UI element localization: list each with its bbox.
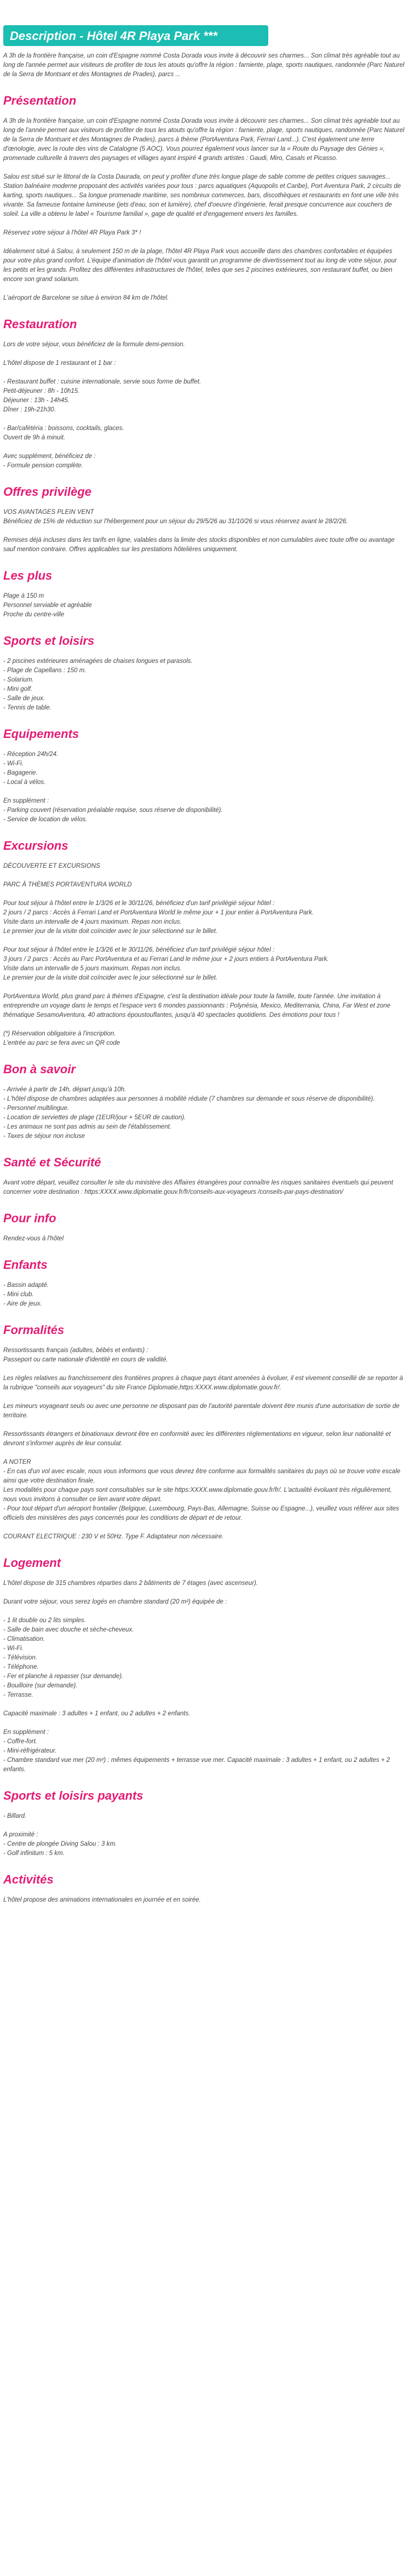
- section-title-les-plus: Les plus: [3, 569, 53, 582]
- section-paragraph: Les règles relatives au franchissement des frontières propres à chaque pays étant amenées à évoluer, il est vivement conseillé de se reporter à la rubrique "conseils aux voyageurs" du site France Diplomatie,https:XXXX.www.diplomatie.gouv.fr/.: [3, 1375, 404, 1391]
- section-paragraph: A NOTER - En cas d'un vol avec escale, nous vous informons que vous devrez être conforme aux formalités sanitaires du pays où se trouve votre escale ainsi que votre destination finale. Les modalités pour chaque pays sont consultables sur le site https:XXXX.www.diplomatie.gouv.fr/fr/. L'actualité évoluant très régulièrement, nous vous invitons à consulter ce lien avant votre départ. - Pour tout départ d'un aéroport frontalier (Belgique, Luxembourg, Pays-Bas, Allemagne, Suisse ou Espagne...), veuillez vous référer aux sites officiels des ministères des pays concernés pour les conditions de départ et de retour.: [3, 1459, 401, 1521]
- section-paragraph: L'hôtel propose des animations internationales en journée et en soirée.: [3, 1897, 201, 1903]
- section-title-activites: Activités: [3, 1873, 54, 1886]
- section-paragraph: Rendez-vous à l'hôtel: [3, 1235, 64, 1242]
- section-paragraph: Ressortissants étrangers et binationaux devront être en conformité avec les différentes réglementations en vigueur, selon leur nationalité et devront s'informer auprès de leur consulat.: [3, 1431, 391, 1447]
- section-paragraph: L'hôtel dispose de 315 chambres réparties dans 2 bâtiments de 7 étages (avec ascenseur).: [3, 1580, 258, 1587]
- section-paragraph: Réservez votre séjour à l'hôtel 4R Playa Park 3* !: [3, 230, 141, 236]
- section-paragraph: COURANT ELECTRIQUE : 230 V et 50Hz. Type F. Adaptateur non nécessaire.: [3, 1533, 224, 1540]
- section-paragraph: Avant votre départ, veuillez consulter le site du ministère des Affaires étrangères pour connaître les risques sanitaires éventuels qui peuvent concerner votre destination : https:XXXX.www.diplomatie.gouv.fr/fr/conseils-aux-voyageurs /conseils-par-pays-destination/: [3, 1180, 394, 1195]
- section-paragraph: - 1 lit double ou 2 lits simples. - Salle de bain avec douche et sèche-cheveux. - Climatisation. - Wi-Fi. - Télévision. - Téléphone. - Fer et planche à repasser (sur demande). - Bouilloire (sur demande). - Terrasse.: [3, 1617, 134, 1698]
- section-title-restauration: Restauration: [3, 317, 77, 331]
- section-paragraph: En supplément : - Parking couvert (réservation préalable requise, sous réserve de disponibilité). - Service de location de vélos.: [3, 798, 223, 823]
- section-paragraph: PARC À THÈMES PORTAVENTURA WORLD: [3, 881, 132, 888]
- description-content: [0, 51, 415, 1905]
- section-paragraph: Pour tout séjour à l'hôtel entre le 1/3/26 et le 30/11/26, bénéficiez d'un tarif privilégié séjour hôtel : 2 jours / 2 parcs : Accès à Ferrari Land et PortAventura World le même jour + 1 jour entier à PortAventura Park. Visite dans un intervalle de 4 jours maximum. Repas non inclus. Le premier jour de la visite doit coïncider avec le jour sélectionné sur le billet.: [3, 900, 314, 935]
- section-paragraph: Capacité maximale : 3 adultes + 1 enfant, ou 2 adultes + 2 enfants.: [3, 1710, 191, 1717]
- section-paragraph: L'hôtel dispose de 1 restaurant et 1 bar :: [3, 360, 116, 367]
- section-paragraph: - Arrivée à partir de 14h, départ jusqu'à 10h. - L'hôtel dispose de chambres adaptées aux personnes à mobilité réduite (7 chambres sur demande et sous réserve de disponibilité). - Personnel multilingue. - Location de serviettes de plage (1EUR/jour + 5EUR de caution). - Les animaux ne sont pas admis au sein de l'établissement. - Taxes de séjour non incluse: [3, 1086, 375, 1140]
- section-paragraph: - Bassin adapté. - Mini club. - Aire de jeux.: [3, 1282, 49, 1307]
- section-paragraph: Pour tout séjour à l'hôtel entre le 1/3/26 et le 30/11/26, bénéficiez d'un tarif privilégié séjour hôtel : 3 jours / 2 parcs : Accès au Parc PortAventura et au Ferrari Land le même jour + 2 jours entiers à PortAventura Park. Visite dans un intervalle de 5 jours maximum. Repas non inclus. Le premier jour de la visite doit coïncider avec le jour sélectionné sur le billet.: [3, 947, 329, 981]
- section-paragraph: En supplément : - Coffre-fort. - Mini-réfrigérateur. - Chambre standard vue mer (20 m²) : mêmes équipements + terrasse vue mer. Capacité maximale : 3 adultes + 1 enfant, ou 2 adultes + 2 enfants.: [3, 1729, 390, 1773]
- section-paragraph: - Réception 24h/24. - Wi-Fi. - Bagagerie. - Local à vélos.: [3, 751, 59, 786]
- section-paragraph: - 2 piscines extérieures aménagées de chaises longues et parasols. - Plage de Capellans : 150 m. - Solarium. - Mini golf. - Salle de jeux. - Tennis de table.: [3, 658, 193, 711]
- section-paragraph: Remises déjà incluses dans les tarifs en ligne, valables dans la limite des stocks disponibles et non cumulables avec toute offre ou avantage sauf mention contraire. Offres applicables sur les prestations hôtelières uniquement.: [3, 537, 395, 553]
- page-header: [3, 25, 268, 46]
- section-paragraph: Ressortissants français (adultes, bébés et enfants) : Passeport ou carte nationale d'identité en cours de validité.: [3, 1347, 168, 1363]
- section-paragraph: DÉCOUVERTE ET EXCURSIONS: [3, 863, 100, 869]
- section-paragraph: PortAventura World, plus grand parc à thèmes d'Espagne, c'est la destination idéale pour toute la famille, toute l'année. Une invitation à entreprendre un voyage dans le temps et l'espace vers 6 mondes passionnants : Polynésia, Mexico, Mediterrania, China, Far West et zone thématique SesamoAventura, 40 attractions époustouflantes, jusqu'à 40 spectacles quotidiens. Des émotions pour tous !: [3, 993, 391, 1018]
- intro-paragraph: A 3h de la frontière française, un coin d'Espagne nommé Costa Dorada vous invite à découvrir ses charmes... Son climat très agréable tout au long de l'année permet aux visiteurs de profiter de tous les atouts qu'offre la région : farniente, plage, sports nautiques, randonnée (Parc Naturel de la Serra de Montsant et des Montagnes de Prades), parcs ...: [3, 53, 405, 78]
- section-paragraph: VOS AVANTAGES PLEIN VENT Bénéficiez de 15% de réduction sur l'hébergement pour un séjour du 29/5/26 au 31/10/26 si vous réservez avant le 28/2/26.: [3, 509, 348, 525]
- section-paragraph: (*) Réservation obligatoire à l'inscription. L'entrée au parc se fera avec un QR code: [3, 1031, 120, 1046]
- section-paragraph: Plage à 150 m Personnel serviable et agréable Proche du centre-ville: [3, 593, 92, 618]
- section-paragraph: L'aéroport de Barcelone se situe à environ 84 km de l'hôtel.: [3, 295, 169, 301]
- section-title-sante-et-securite: Santé et Sécurité: [3, 1155, 101, 1169]
- section-title-pour-info: Pour info: [3, 1211, 56, 1225]
- section-paragraph: Idéalement situé à Salou, à seulement 150 m de la plage, l'hôtel 4R Playa Park vous accueille dans des chambres confortables et équipées pour votre plus grand confort. L'équipe d'animation de l'hôtel vous garantit un programme de divertissement tout au long de votre séjour, pour les petits et les grands. Profitez des différentes infrastructures de l'hôtel, telles que ses 2 piscines extérieures, son restaurant buffet, ou bien encore son grand solarium.: [3, 248, 397, 283]
- section-paragraph: - Restaurant buffet : cuisine internationale, servie sous forme de buffet. Petit-déjeuner : 8h - 10h15. Déjeuner : 13h - 14h45. Dîner : 19h-21h30.: [3, 379, 201, 413]
- section-title-sports-et-loisirs-payants: Sports et loisirs payants: [3, 1789, 143, 1802]
- section-paragraph: Avec supplément, bénéficiez de : - Formule pension complète.: [3, 453, 96, 469]
- section-paragraph: - Bar/cafétéria : boissons, cocktails, glaces. Ouvert de 9h à minuit.: [3, 425, 124, 441]
- section-title-presentation: Présentation: [3, 94, 77, 107]
- section-paragraph: A 3h de la frontière française, un coin d'Espagne nommé Costa Dorada vous invite à découvrir ses charmes... Son climat très agréable tout au long de l'année permet aux visiteurs de profiter de tous les atouts qu'offre la région : farniente, plage, sports nautiques, randonnée (Parc Naturel de la Serra de Montsant et des Montagnes de Prades), parcs à thème (PortAventura Park, Ferrari Land...). C'est également une terre d'œnologie, avec la route des vins de Catalogne (5 AOC). Vous pourrez également vous lancer sur la « Route du Paysage des Génies », promenade culturelle à travers des paysages et villages ayant inspiré 4 grands artistes : Gaudi, Miro, Casals et Picasso.: [3, 118, 405, 162]
- section-paragraph: - Billard.: [3, 1813, 27, 1819]
- section-title-excursions: Excursions: [3, 839, 68, 852]
- section-title-formalites: Formalités: [3, 1323, 65, 1337]
- section-title-equipements: Equipements: [3, 727, 79, 741]
- section-title-logement: Logement: [3, 1556, 61, 1570]
- section-paragraph: Durant votre séjour, vous serez logés en chambre standard (20 m²) équipée de :: [3, 1599, 227, 1605]
- section-title-sports-et-loisirs: Sports et loisirs: [3, 634, 95, 648]
- section-paragraph: A proximité : - Centre de plongée Diving Salou : 3 km. - Golf infinitum : 5 km.: [3, 1831, 117, 1857]
- section-paragraph: Lors de votre séjour, vous bénéficiez de la formule demi-pension.: [3, 341, 185, 348]
- section-title-bon-a-savoir: Bon à savoir: [3, 1062, 76, 1076]
- section-title-enfants: Enfants: [3, 1258, 48, 1272]
- page-title: Description - Hôtel 4R Playa Park ***: [10, 28, 218, 43]
- section-title-offres-privilege: Offres privilège: [3, 485, 91, 499]
- section-paragraph: Salou est situé sur le littoral de la Costa Daurada, on peut y profiter d'une très longue plage de sable comme de petites criques sauvages... Station balnéaire moderne proposant des activités variées pour tous : parcs aquatiques (Aquopolis et Caribe), Port Aventura Park, 2 circuits de karting, sports nautiques... Sa longue promenade maritime, ses nombreux commerces, bars, discothèques et restaurants en font une ville très vivante. Sa fameuse fontaine lumineuse (jets d'eau, son et lumière), chef d'oeuvre d'ingénierie, ferait presque concurrence aux couchers de soleil. La ville a obtenu le label « Tourisme familial », gage de qualité et d'engagement envers les familles.: [3, 174, 401, 217]
- section-paragraph: Les mineurs voyageant seuls ou avec une personne ne disposant pas de l'autorité parentale doivent être munis d'une autorisation de sortie de territoire.: [3, 1403, 400, 1419]
